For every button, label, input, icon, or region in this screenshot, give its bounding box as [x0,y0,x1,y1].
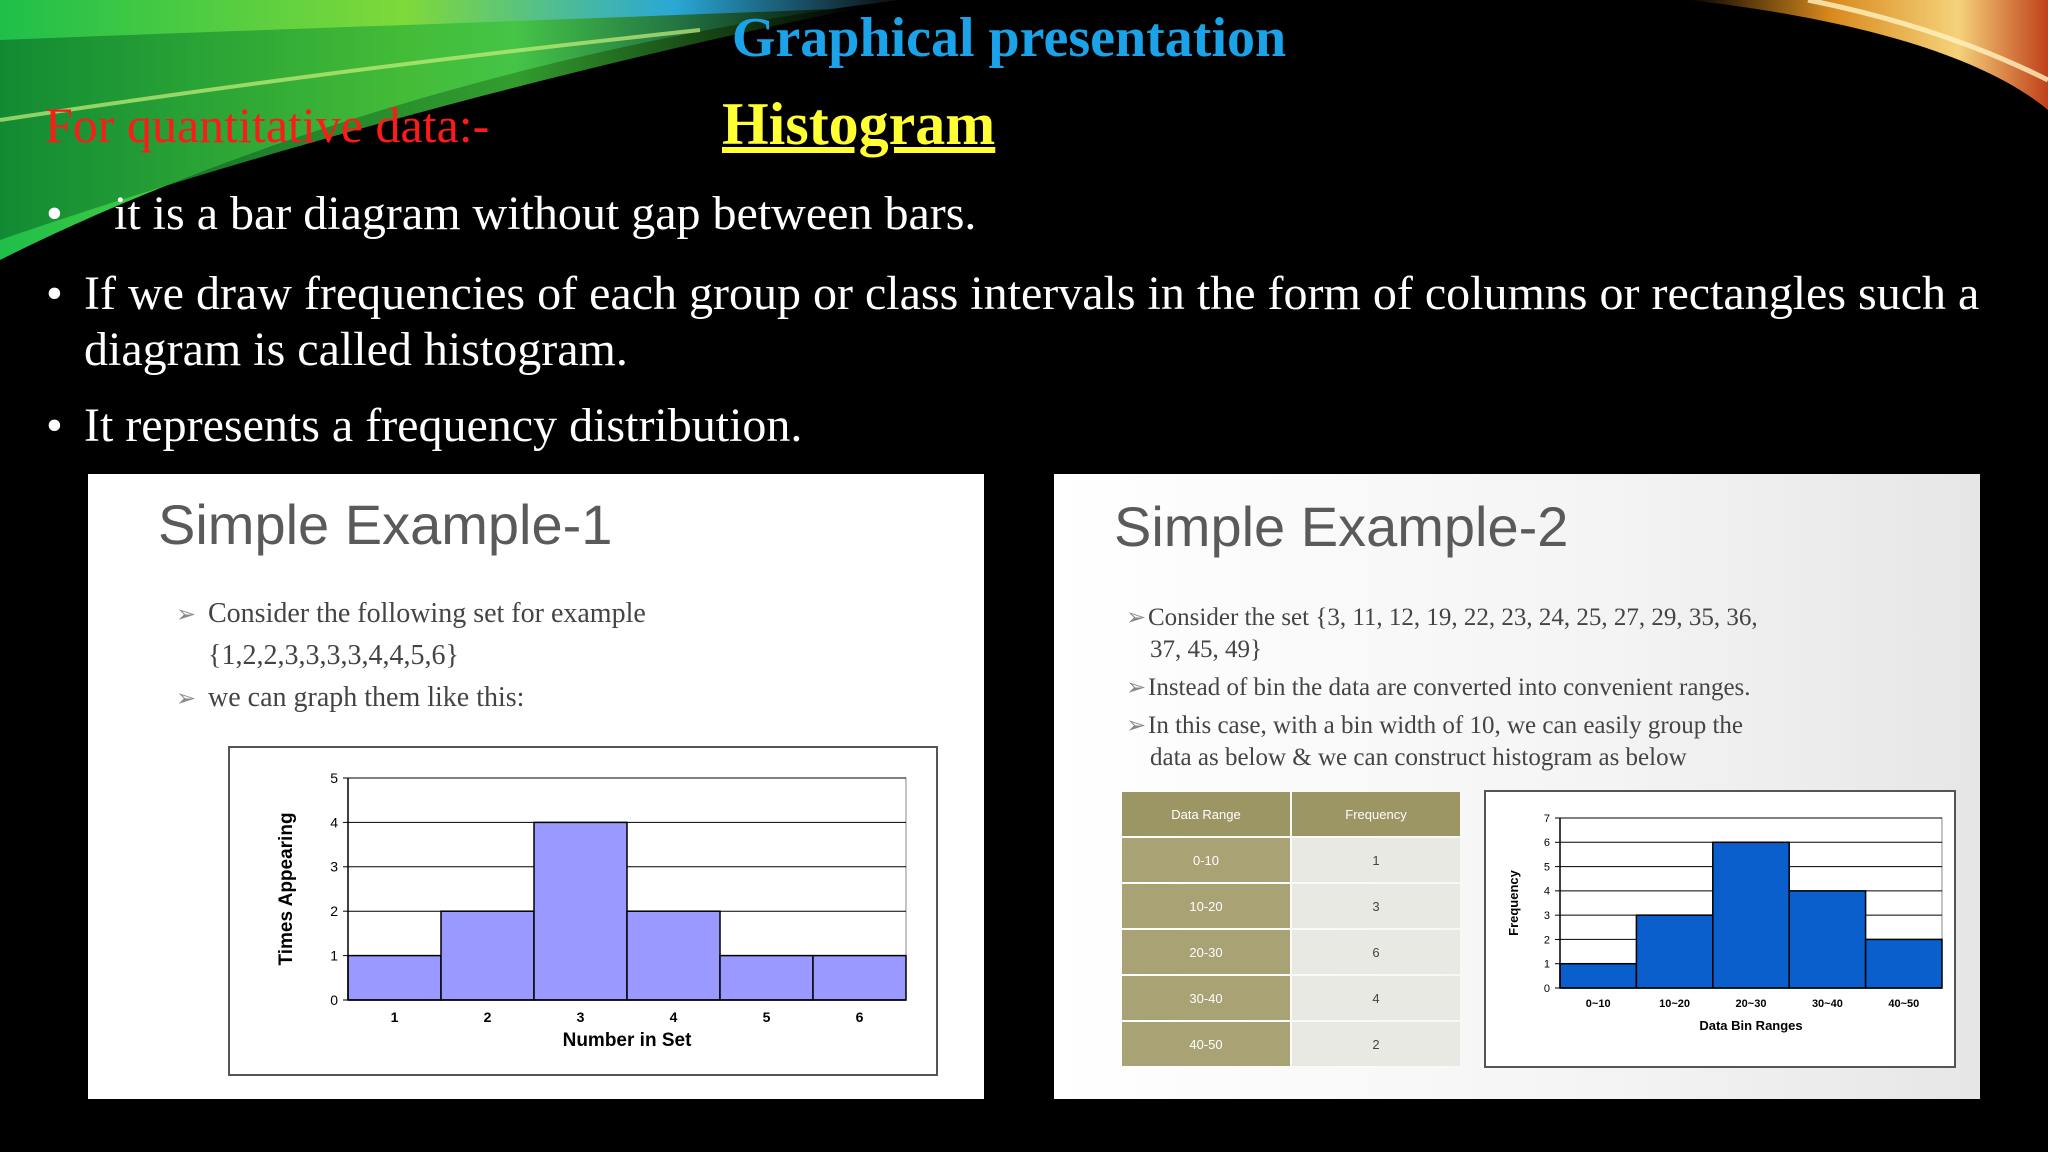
y-tick-label: 3 [1543,909,1550,922]
bullet-dot-icon: • [46,267,63,320]
example-2-line-1 [1126,602,1758,634]
histogram-bar [534,822,627,1000]
histogram-bar [1789,891,1865,988]
histogram-bar [1636,915,1712,988]
example-2-text: Instead of bin the data are converted into convenient ranges. [1148,674,1751,701]
slide-title: Graphical presentation [731,7,1287,69]
example-1-line-3 [176,682,524,715]
y-tick-label: 5 [330,769,338,786]
y-tick-label: 4 [330,814,338,831]
y-tick-label: 6 [1543,837,1550,850]
x-tick-label: 2 [483,1009,492,1025]
y-tick-label: 2 [1543,934,1550,947]
x-tick-label: 0~10 [1585,998,1611,1010]
x-tick-label: 5 [762,1009,771,1025]
table-row [1122,884,1460,928]
arrow-bullet-icon: ➢ [1126,605,1147,631]
table-row [1122,838,1460,882]
chart-1-frame [228,746,938,1076]
table-cell-range: 40-50 [1122,1022,1290,1066]
chart-2-frame [1484,790,1956,1068]
x-tick-label: 20~30 [1735,998,1767,1010]
y-axis-label: Frequency [1506,870,1521,936]
x-tick-label: 3 [576,1009,585,1025]
example-2-text: In this case, with a bin width of 10, we can easily group the [1148,712,1743,739]
table-header-frequency: Frequency [1292,792,1460,836]
table-cell-frequency: 6 [1292,930,1460,974]
example-1-line-2: {1,2,2,3,3,3,3,4,4,5,6} [208,640,459,671]
histogram-bar [1713,842,1789,988]
subtitle-histogram: Histogram [722,91,996,157]
arrow-bullet-icon: ➢ [176,602,197,628]
example-2-line-3 [1126,672,1751,704]
table-cell-range: 20-30 [1122,930,1290,974]
arrow-bullet-icon: ➢ [176,686,197,712]
x-axis-label: Number in Set [562,1030,692,1051]
arrow-bullet-icon: ➢ [1126,713,1147,739]
x-tick-label: 10~20 [1659,998,1691,1010]
bullet-text: If we draw frequencies of each group or class intervals in the form of columns or rectangles such a diagram is called histogram. [84,267,1980,376]
y-tick-label: 1 [1543,958,1550,971]
x-tick-label: 4 [669,1009,678,1025]
example-1-title: Simple Example-1 [158,493,613,556]
y-tick-label: 0 [330,991,338,1008]
bullet-dot-icon: • [46,187,63,240]
y-tick-label: 1 [330,947,338,964]
example-1-text: we can graph them like this: [208,682,525,713]
arrow-bullet-icon: ➢ [1126,675,1147,701]
example-2-line-4 [1126,710,1743,742]
bullet-text: it is a bar diagram without gap between bars. [114,187,977,240]
y-tick-label: 0 [1543,982,1550,995]
table-header-data-range: Data Range [1122,792,1290,836]
x-tick-label: 1 [390,1009,399,1025]
x-tick-label: 30~40 [1811,998,1843,1010]
table-row [1122,930,1460,974]
y-axis-label: Times Appearing [276,812,297,966]
table-cell-frequency: 3 [1292,884,1460,928]
example-1-panel [88,474,984,1099]
example-2-line-5: data as below & we can construct histogram as below [1150,744,1687,771]
histogram-bar [720,956,813,1000]
histogram-bar [1560,964,1636,988]
example-1-line-1 [176,598,646,631]
bullet-text: It represents a frequency distribution. [84,399,803,452]
histogram-chart-2 [1486,792,1954,1066]
bullet-dot-icon: • [46,399,63,452]
y-tick-label: 5 [1543,861,1550,874]
example-2-line-2: 37, 45, 49} [1150,636,1262,663]
example-2-title: Simple Example-2 [1114,495,1569,558]
x-tick-label: 40~50 [1888,998,1920,1010]
histogram-bar [441,911,534,1000]
y-tick-label: 3 [330,858,338,875]
table-row [1122,1022,1460,1066]
histogram-chart-1 [230,748,936,1074]
table-cell-frequency: 4 [1292,976,1460,1020]
x-tick-label: 6 [855,1009,864,1025]
table-cell-frequency: 2 [1292,1022,1460,1066]
histogram-bar [1866,939,1942,988]
table-row [1122,976,1460,1020]
table-cell-range: 30-40 [1122,976,1290,1020]
histogram-bar [348,956,441,1000]
example-2-panel [1054,474,1980,1099]
table-cell-range: 10-20 [1122,884,1290,928]
y-tick-label: 4 [1543,885,1550,898]
y-tick-label: 7 [1543,812,1550,825]
histogram-bar [813,956,906,1000]
frequency-table [1120,790,1462,1068]
table-cell-frequency: 1 [1292,838,1460,882]
histogram-bar [627,911,720,1000]
subtitle-quantitative-data: For quantitative data:- [45,97,490,153]
table-cell-range: 0-10 [1122,838,1290,882]
y-tick-label: 2 [330,903,338,920]
example-2-text: Consider the set {3, 11, 12, 19, 22, 23, 24, 25, 27, 29, 35, 36, [1148,604,1758,631]
x-axis-label: Data Bin Ranges [1699,1018,1803,1033]
example-1-text: Consider the following set for example [208,598,646,629]
